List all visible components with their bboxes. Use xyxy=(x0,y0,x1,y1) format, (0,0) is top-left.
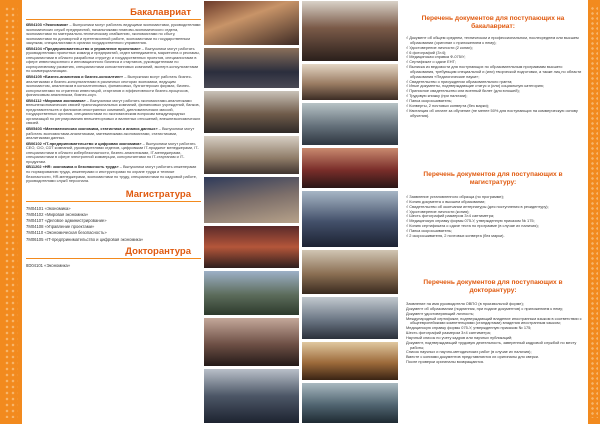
photo-meeting xyxy=(301,296,399,340)
programs-column xyxy=(26,6,201,269)
docs-master-list xyxy=(406,195,582,239)
photo-presentation xyxy=(301,249,399,295)
docs-phd-item: Медицинскую справку формы 075-У, утвержденную приказом № 175; xyxy=(406,325,532,331)
program-description: – Выпускники могут работать ведущими экономистами, руководителями экономических служб предприятий, начальниками планово-экономического отдела, экономистами по материально-техническому снабжению, экономистами по сбыту, экономистами по договорной и претензионной работе, экономистами по государственным закупкам, специалистами в органах государственного управления. xyxy=(26,22,201,46)
docs-master-header xyxy=(400,170,586,188)
program-description: – Выпускники могут работать экономистами-аналитиками, математиками-экономистами, статистиками, аналитиками данных. xyxy=(26,126,195,141)
photo-group-stage xyxy=(203,47,300,89)
right-decor-strip xyxy=(588,0,600,424)
program-code-name: 6В05403 «Математическая экономика, статистика и анализ данных» xyxy=(26,126,158,132)
docs-master-item: √ Заявление установленного образца (по программе); xyxy=(406,194,504,199)
docs-master-item: √ Свидетельство об окончании интернатуры (для поступления в резидентуру); xyxy=(406,203,549,209)
master-program-item: 7М04101 «Экономика» xyxy=(26,205,71,211)
program-description: – Выпускники могут работать руководителями проектных команд и предприятий, отдел менеджмента, маркетинга и рекламы, специалистами в области разработки структур и государственных проектов, специалистами в сфере инвестиционного и инновационного бизнеса и стартапов, руководителями по корпоративному развитию, специалистами консалтинговых компаний, эксперт-консультантами по коммерциализации. xyxy=(26,45,200,74)
docs-phd-item: Международный сертификат, подтверждающий владение иностранным языком в соответствии с общеевропейскими компетенциями (стандартами) владения иностранным языком; xyxy=(406,315,582,326)
program-description: – Выпускники могут работать инженерами по нормированию труда, инженерами и инструкторами по охране труда и технике безопасности, HR-менеджерами, экономистами по труду, специалистами по кадровой работе, руководителями служб персонала. xyxy=(26,164,197,184)
docs-phd-item: Документ удостоверяющий личность; xyxy=(406,310,475,316)
docs-bachelor-item: √ Выписка из ведомости для поступающих по образовательным программам высшего образования, требующим специальной и (или) творческой подготовки, а также лиц по области образования «Педагогические науки»; xyxy=(406,64,582,79)
docs-bachelor-item: √ Сертификат о сдаче ЕНТ; xyxy=(406,59,456,65)
docs-master-item: √ Копию документа о высшем образовании; xyxy=(406,198,486,204)
program-code-name: 6В04104 «Предпринимательство и управление проектами» xyxy=(26,45,141,51)
docs-bachelor-item: √ Квитанция об оплате за обучение (не менее 50% для поступающих на коммерческую основу обучения). xyxy=(406,107,578,118)
docs-phd-item: Документ об образовании (подлинник, при подаче документов) с приложением к нему; xyxy=(406,305,564,311)
phd-title: Докторантура xyxy=(26,245,201,259)
docs-phd-title: Перечень документов для поступающих в докторантуру: xyxy=(423,279,563,294)
phd-program-item: 8D04101 «Экономика» xyxy=(26,262,71,268)
docs-bachelor-header xyxy=(400,14,586,34)
docs-bachelor-item: √ Медицинская справка Ф-075/У; xyxy=(406,54,466,60)
docs-phd-list xyxy=(406,302,582,365)
program-code-name: 6В04112 «Мировая экономика» xyxy=(26,97,86,103)
bachelor-program xyxy=(26,75,201,98)
photo-forum xyxy=(301,382,399,424)
docs-master-item: √ Удостоверение личности (копия); xyxy=(406,208,470,214)
docs-phd-item: Документ, подтверждающий трудовую деятельность, заверенный кадровой службой по месту работы; xyxy=(406,339,577,350)
docs-bachelor-item: √ Трудовую книжку (при наличии); xyxy=(406,93,468,99)
bachelor-program xyxy=(26,142,201,165)
program-code-name: 6В06102 «IT-предпринимательство и цифровая экономика» xyxy=(26,140,142,146)
docs-master-item: √ Папка скоросшиватель; xyxy=(406,227,452,233)
master-program-item: 7М04102 «Мировая экономика» xyxy=(26,211,89,217)
docs-bachelor-item: √ Свидетельство о присуждении образовательного гранта; xyxy=(406,78,513,84)
master-program-item: 7М04107 «Деловое администрирование» xyxy=(26,218,107,223)
photo-auditorium xyxy=(301,0,399,62)
docs-master-item: √ Копию сертификата о сдаче теста по программе (в случае их наличия); xyxy=(406,223,539,229)
bachelor-program xyxy=(26,47,201,74)
docs-phd-item: Вместе с копиями документов представляются их оригиналы для сверки. xyxy=(406,354,539,360)
program-description: – Выпускники могут работать бизнес-аналитиками и бизнес-консультантами в различных секторах экономики, ведущим экономистом, аналитиком в консалтинговых, финансовых, бухгалтерских фирмах, бизнес-консультантами по стратегии инвестиций, стартапов и эффективности бизнес-процессов, финансовым аналитиком, бизнес-коуч. xyxy=(26,74,192,98)
docs-bachelor-item: √ Иные документы, подтверждающие статус и (или) социальную категорию; xyxy=(406,83,544,89)
docs-bachelor-item: √ Приписное свидетельство или военный билет (для юношей); xyxy=(406,88,520,94)
docs-phd-item: Шесть фотографий размером 3×4 сантиметра; xyxy=(406,330,491,336)
bachelor-program xyxy=(26,127,201,141)
bachelor-programs xyxy=(26,23,201,184)
docs-phd-item: Заявление на имя руководителя ОВПО (в произвольной форме); xyxy=(406,301,524,306)
master-program-item: 7М04110 «Экономическая безопасность» xyxy=(26,230,107,236)
photo-conference xyxy=(203,135,300,175)
photo-group-red xyxy=(301,147,399,189)
docs-phd-item: Список научных и научно-методических работ (в случае их наличия); xyxy=(406,349,532,355)
master-program-item: 7М06105 «IT-предпринимательство и цифровая экономика» xyxy=(26,236,144,242)
master-title: Магистратура xyxy=(26,188,201,202)
left-decor-strip xyxy=(0,0,22,424)
program-description: – Выпускники могут работать CEO, CIO, CDT компаний, руководителями отделов, цифровыми IT-проджект менеджерами, IT-специалистами в области кибербезопасности, бизнес-аналитиками, IT-менеджерами, специалистами в сфере электронной коммерции, консультантами по IT-стартапам и IT-продуктам. xyxy=(26,140,199,164)
docs-phd-item: После проверки оригиналы возвращаются. xyxy=(406,359,485,365)
bachelor-program xyxy=(26,165,201,183)
master-programs xyxy=(26,206,201,243)
docs-master-title: Перечень документов для поступающих в магистратуру: xyxy=(423,171,563,186)
photo-awards xyxy=(203,225,300,269)
docs-bachelor-title: Перечень документов для поступающих на бакалавриат: xyxy=(421,15,565,30)
photo-team xyxy=(203,368,300,424)
program-description: – Выпускники могут работать экономистами-аналитиками внешнеэкономических связей транснациональных компаний, финансовых учреждений, банков, представительств и филиалов иностранных компаний, дипломатических миссий, государственных органов, специалистами по экономическим вопросам международных организаций по регулированию внешнеторговых и валютных отношений, внешнеэкономических связей. xyxy=(26,97,201,126)
docs-master-item: √ Шесть фотографий размером 3×4 сантиметра; xyxy=(406,213,495,219)
docs-bachelor-item: √ Папка скоросшиватель; xyxy=(406,97,452,103)
photo-group-flag xyxy=(203,90,300,134)
phd-programs xyxy=(26,263,201,269)
photo-class xyxy=(301,190,399,248)
program-code-name: 6В04105 «Бизнес-аналитика и бизнес-консалтинг» xyxy=(26,74,124,80)
bachelor-program xyxy=(26,99,201,126)
photo-lecture xyxy=(203,176,300,224)
docs-bachelor-item: √ Конверты, 2 почтовых конверта (без марки); xyxy=(406,102,490,108)
docs-master-item: √ Медицинскую справку формы 075-У, утвержденную приказом № 175; xyxy=(406,218,535,224)
program-code-name: 6В11202 «HR: экономика и безопасность труда» xyxy=(26,164,119,170)
photo-graduates-hall xyxy=(203,0,300,46)
program-code-name: 6В04103 «Экономика» xyxy=(26,22,69,27)
photo-celebration xyxy=(301,341,399,381)
photo-students-outside xyxy=(203,270,300,316)
photo-library xyxy=(301,102,399,146)
docs-master-item: √ 2 скоросшивателя, 2 почтовых конверта (без марки). xyxy=(406,232,505,238)
docs-bachelor-item: √ Документ об общем среднем, техническом и профессиональном, послесреднем или высшем образовании (оригинал с приложением к нему); xyxy=(406,35,579,45)
docs-bachelor-list xyxy=(406,36,582,118)
photo-seminar xyxy=(301,63,399,101)
master-program-item: 7М04108 «Управление проектами» xyxy=(26,224,95,230)
photo-ceremony xyxy=(203,317,300,367)
docs-bachelor-item: √ Удостоверение личности (2 копии); xyxy=(406,44,473,50)
bachelor-program xyxy=(26,23,201,46)
docs-phd-item: Научный список по учету кадров или научных публикаций; xyxy=(406,334,513,340)
bachelor-title: Бакалавриат xyxy=(26,6,201,20)
docs-phd-header xyxy=(400,278,586,296)
docs-bachelor-item: √ 6 фотографий (3×4); xyxy=(406,49,447,55)
